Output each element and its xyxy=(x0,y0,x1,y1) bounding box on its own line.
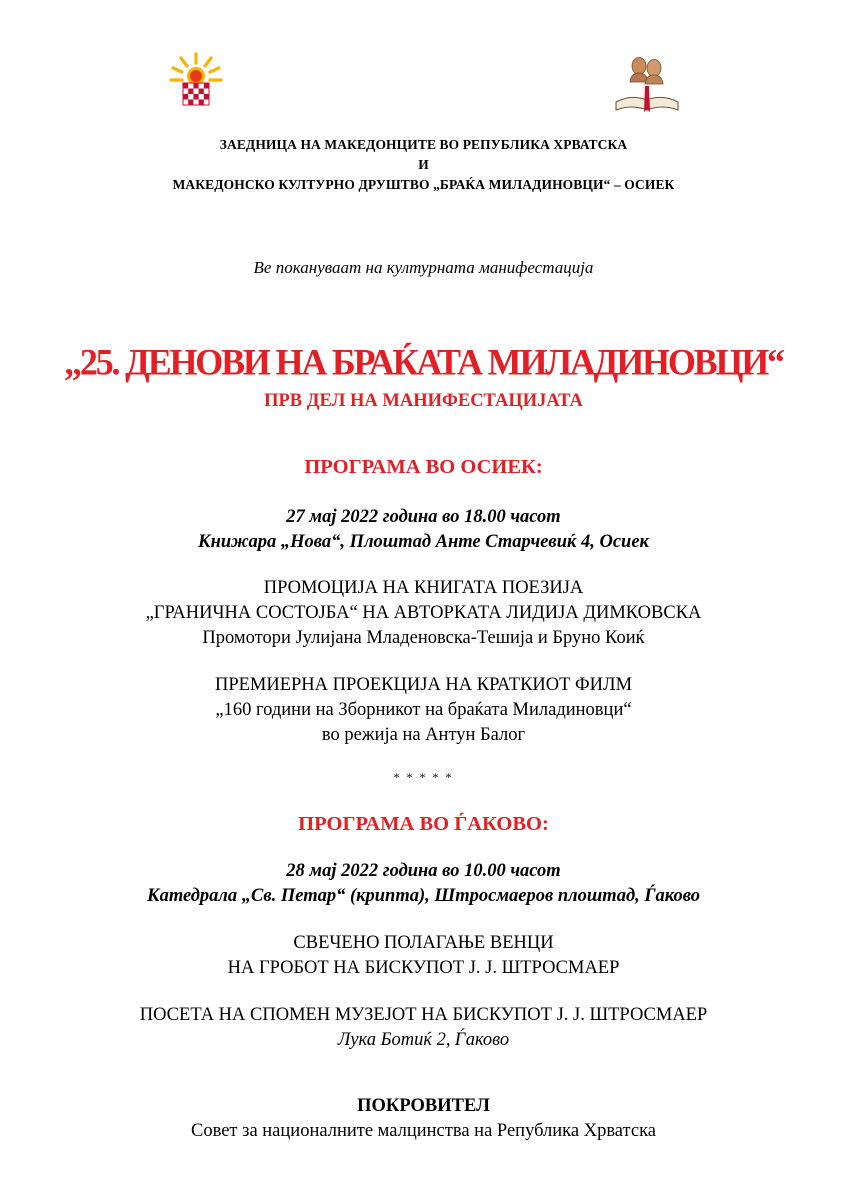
checkerboard-icon xyxy=(183,83,209,105)
sun-icon xyxy=(171,54,221,85)
event-subtitle: ПРВ ДЕЛ НА МАНИФЕСТАЦИЈАТА xyxy=(264,391,583,411)
djakovo-program-heading: ПРОГРАМА ВО ЃАКОВО: xyxy=(298,813,549,835)
patron-label: ПОКРОВИТЕЛ xyxy=(357,1096,490,1116)
organizer-line-1: ЗАЕДНИЦА НА МАКЕДОНЦИТЕ ВО РЕПУБЛИКА ХРВАТСКА xyxy=(219,137,628,152)
open-book-icon xyxy=(616,86,678,112)
section-separator: * * * * * xyxy=(393,770,454,784)
wreath-laying-line-2: НА ГРОБОТ НА БИСКУПОТ Ј. Ј. ШТРОСМАЕР xyxy=(227,958,620,978)
community-logo xyxy=(168,52,224,108)
osijek-date: 27 мај 2022 година во 18.00 часот xyxy=(286,507,561,527)
djakovo-venue: Катедрала „Св. Петар“ (крипта), Штросмаеров плоштад, Ѓаково xyxy=(147,886,700,906)
wreath-laying-line-1: СВЕЧЕНО ПОЛАГАЊЕ ВЕНЦИ xyxy=(293,933,554,953)
museum-visit: ПОСЕТА НА СПОМЕН МУЗЕЈОТ НА БИСКУПОТ Ј. Ј. ШТРОСМАЕР xyxy=(139,1005,708,1025)
museum-address: Лука Ботиќ 2, Ѓаково xyxy=(337,1030,510,1050)
film-screening-title: „160 години на Зборникот на браќата Миладиновци“ xyxy=(215,700,632,720)
organizer-line-2: МАКЕДОНСКО КУЛТУРНО ДРУШТВО „БРАЌА МИЛАДИНОВЦИ“ – ОСИЕК xyxy=(172,177,675,192)
book-promotion-line-1: ПРОМОЦИЈА НА КНИГАТА ПОЕЗИЈА xyxy=(263,578,584,598)
djakovo-date: 28 мај 2022 година во 10.00 часот xyxy=(286,861,561,881)
event-title: „25. ДЕНОВИ НА БРАЌАТА МИЛАДИНОВЦИ“ xyxy=(64,341,783,383)
book-promotion-line-2: „ГРАНИЧНА СОСТОЈБА“ НА АВТОРКАТА ЛИДИЈА ДИМКОВСКА xyxy=(145,603,702,623)
invitation-text: Ве покануваат на културната манифестација xyxy=(253,258,594,277)
film-screening-line-1: ПРЕМИЕРНА ПРОЕКЦИЈА НА КРАТКИОТ ФИЛМ xyxy=(214,675,633,695)
society-logo xyxy=(612,52,682,114)
osijek-venue: Книжара „Нова“, Плоштад Анте Старчевиќ 4, Осиек xyxy=(198,532,649,552)
patron-name: Совет за националните малцинства на Република Хрватска xyxy=(191,1121,656,1141)
brothers-busts-icon xyxy=(630,58,663,85)
film-screening-director: во режија на Антун Балог xyxy=(321,725,526,745)
osijek-program-heading: ПРОГРАМА ВО ОСИЕК: xyxy=(304,456,543,478)
book-promotion-presenters: Промотори Јулијана Младеновска-Тешија и Бруно Коиќ xyxy=(202,628,645,648)
organizer-conjunction: И xyxy=(418,157,429,172)
